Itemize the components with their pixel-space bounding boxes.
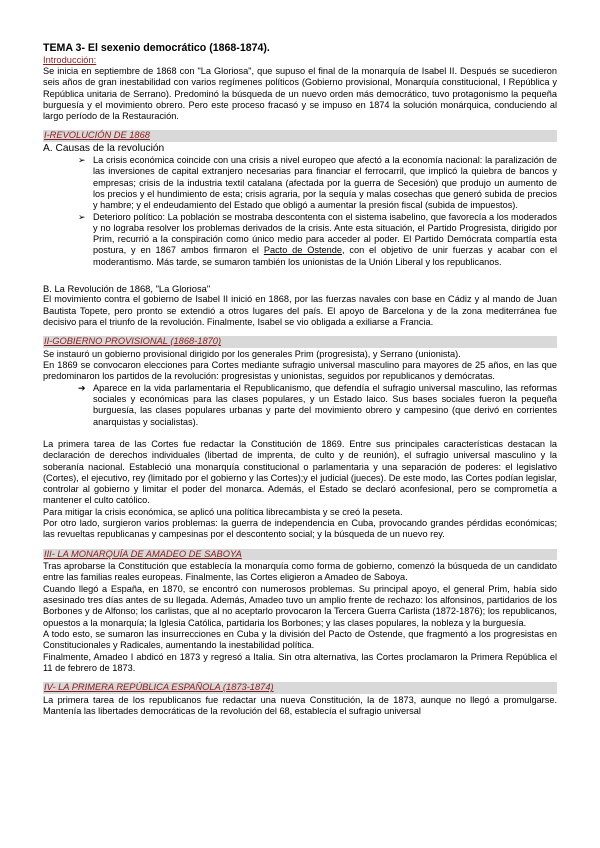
- arrow-right-icon: ➔: [78, 382, 86, 393]
- paragraph: Por otro lado, surgieron varios problemas: la guerra de independencia en Cuba, provocando grandes pérdidas económicas; las revueltas republicanas y campesinas por el descontento social; y la búsqueda de un nuevo rey.: [43, 517, 557, 540]
- pacto-ostende-link: Pacto de Ostende: [263, 245, 342, 256]
- paragraph: Tras aprobarse la Constitución que establecía la monarquía como forma de gobierno, comenzó la búsqueda de un candidato entre las familias reales europeas. Finalmente, las Cortes eligieron a Amadeo de Saboya.: [43, 561, 557, 583]
- list-item: [78, 382, 557, 428]
- paragraph: Cuando llegó a España, en 1870, se encontró con numerosos problemas. Su principal apoyo, el general Prim, había sido asesinado tres días antes de su llegada. Además, Amadeo tuvo un amplio frente de rechazo: los alfonsinos, partidarios de los Borbones y de Alfonso; los carlistas, que al no aceptarlo provocaron la Tercera Guerra Carlista (1872-1876); los republicanos, opuestos a la monarquía; la Iglesia Católica, partidaria los Borbones; y las clases populares, la nobleza y la burguesía.: [43, 583, 557, 628]
- list-item: [78, 211, 557, 268]
- section-heading-revolucion: I-REVOLUCIÓN DE 1868: [43, 130, 557, 142]
- bullet-arrow-icon: ➢: [78, 211, 86, 222]
- paragraph: Se instauró un gobierno provisional dirigido por los generales Prim (progresista), y Serrano (unionista).: [43, 348, 461, 359]
- paragraph: A todo esto, se sumaron las insurrecciones en Cuba y la división del Pacto de Ostende, que fragmentó a los progresistas en Constitucionales y Radicales, aumentando la inestabilidad política.: [43, 628, 557, 651]
- republicanismo-list: [43, 383, 557, 428]
- section-heading-gobierno-provisional: II-GOBIERNO PROVISIONAL (1868-1870): [43, 336, 557, 348]
- bullet-text: Aparece en la vida parlamentaria el Republicanismo, que defendía el sufragio universal masculino, las reformas sociales y económicas para las clases populares, y un Estado laico. Sus bases sociales fueron la pequeña burguesía, las clases populares urbanas y parte del movimiento obrero y campesino (que derivó en corrientes anarquistas y socialistas).: [93, 382, 557, 427]
- bullet-arrow-icon: ➢: [78, 155, 86, 166]
- paragraph: En 1869 se convocaron elecciones para Cortes mediante sufragio universal masculino para mayores de 25 años, en las que predominaron los partidos de la revolución: progresistas y unionistas, seguidos por republicanos y demócratas.: [43, 360, 557, 382]
- intro-label: Introducción:: [43, 55, 97, 65]
- paragraph: Finalmente, Amadeo I abdicó en 1873 y regresó a Italia. Sin otra alternativa, las Cortes proclamaron la Primera República el 11 de febrero de 1873.: [43, 651, 557, 673]
- section-heading-primera-republica: IV- LA PRIMERA REPÚBLICA ESPAÑOLA (1873-1874): [43, 682, 557, 694]
- bullet-text: Deterioro político: La población se mostraba descontenta con el sistema isabelino, que favorecía a los moderados y no lograba resolver los problemas derivados de la crisis. Ante esta situación, el Partido Progresista, dirigido por Prim, recurrió a la conspiración como único medio para acceder al poder. El Partido Demócrata compartía esta postura, y en 1867 ambos firmaron el: [93, 211, 557, 256]
- list-item: [78, 155, 557, 211]
- causas-list: [43, 155, 557, 268]
- bullet-text: La crisis económica coincide con una crisis a nivel europeo que afectó a la economía nacional: la paralización de las inversiones de capital extranjero necesarias para financiar el ferrocarril, que implicó la quiebra de bancos y empresas; crisis de la industria textil catalana (afectada por la guerra de Secesión) que produjo un aumento de los precios y el hundimiento de esta; crisis agraria, por la sequía y malas cosechas que generó subida de precios y hambre; y el endeudamiento del Estado que obligó a aumentar la presión fiscal (subida de impuestos).: [93, 155, 557, 211]
- paragraph: La primera tarea de las Cortes fue redactar la Constitución de 1869. Entre sus principales características destacan la declaración de derechos individuales (libertad de imprenta, de culto y de reunión), el sufragio universal masculino y la soberanía nacional. Estableció una monarquía constitucional o parlamentaria y una separación de poderes: el legislativo (Cortes), el ejecutivo, rey (limitado por el gobierno y las Cortes);y el judicial (jueces). De este modo, las Cortes podían legislar, controlar al gobierno y limitar el poder del monarca. Además, el Estado se declaró aconfesional, pero se comprometía a mantener el culto católico.: [43, 438, 557, 506]
- bullet-text-cont: , con el objetivo de unir fuerzas y acabar con el moderantismo. Más tarde, se sumaron también los unionistas de la Unión Liberal y los republicanos.: [93, 245, 557, 267]
- paragraph: Para mitigar la crisis económica, se aplicó una política librecambista y se creó la peseta.: [43, 506, 403, 517]
- intro-paragraph: Se inicia en septiembre de 1868 con "La Gloriosa", que supuso el final de la monarquía de Isabel II. Después se sucedieron seis años de gran inestabilidad con varios regímenes políticos (Gobierno provisional, Monarquía constitucional, I República y República unitaria de Serrano). Predominó la búsqueda de un nuevo orden más democrático, tuvo protagonismo la pequeña burguesía y el movimiento obrero. Pero este proceso fracasó y se impuso en 1874 la solución monárquica, conduciendo al largo período de la Restauración.: [43, 66, 557, 122]
- paragraph-gloriosa: El movimiento contra el gobierno de Isabel II inició en 1868, por las fuerzas navales con base en Cádiz y al mando de Juan Bautista Topete, pero pronto se extendió a otros lugares del país. El apoyo de Barcelona y de la zona mediterránea fue decisivo para el triunfo de la revolución. Finalmente, Isabel se vio obligada a exiliarse a Francia.: [43, 294, 557, 327]
- document-title: TEMA 3- El sexenio democrático (1868-1874).: [43, 42, 270, 54]
- subheading-gloriosa: B. La Revolución de 1868, "La Gloriosa": [43, 283, 211, 295]
- section-heading-amadeo: III- LA MONARQUÍA DE AMADEO DE SABOYA: [43, 549, 557, 561]
- subheading-causas: A. Causas de la revolución: [43, 143, 165, 155]
- paragraph: La primera tarea de los republicanos fue redactar una nueva Constitución, la de 1873, aunque no llegó a promulgarse. Mantenía las libertades democráticas de la revolución del 68, establecía el sufragio universal: [43, 694, 557, 717]
